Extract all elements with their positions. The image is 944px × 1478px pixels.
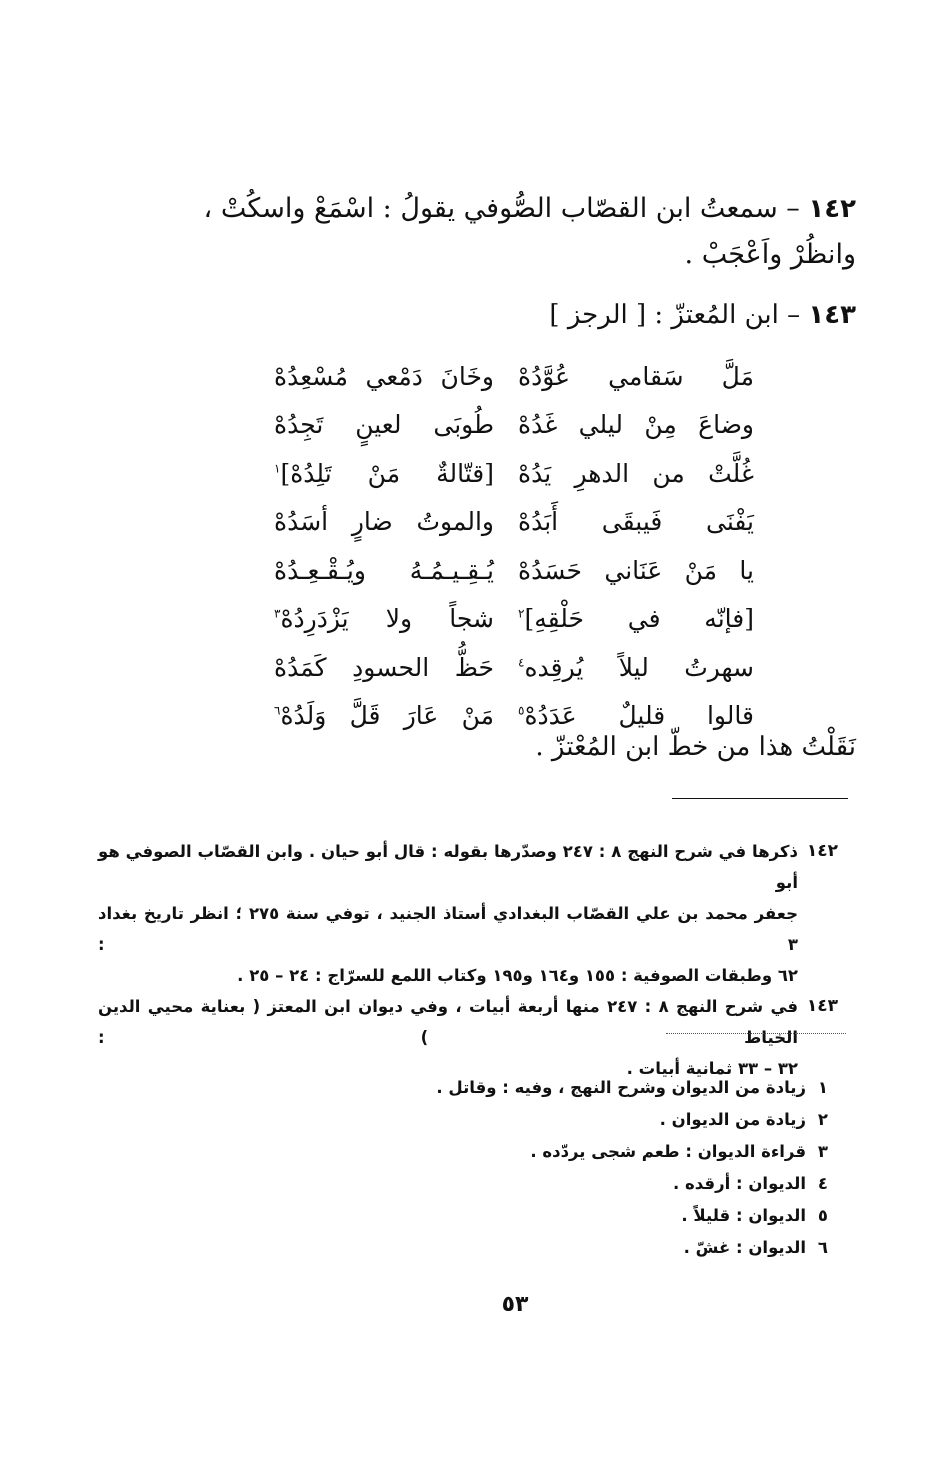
variant-note	[436, 1200, 828, 1232]
hemistich-second	[274, 604, 494, 633]
footnote-mark: ٤	[518, 655, 525, 670]
variant-note	[436, 1232, 828, 1264]
hemistich-first	[518, 701, 754, 730]
footnote-mark: ٦	[274, 703, 281, 718]
variant-note-number: ٢	[817, 1110, 828, 1129]
poem-verse	[274, 352, 754, 401]
variant-note	[436, 1104, 828, 1136]
page-number: ٥٣	[501, 1292, 529, 1317]
hemistich-second: وخَانَ دَمْعي مُسْعِدُهْ	[274, 361, 494, 391]
poem	[274, 352, 754, 740]
hemistich-second: والموتُ ضارٍ أسَدُهْ	[274, 507, 494, 537]
hemistich-text: سهرتُ ليلاً يُرقِده	[524, 652, 754, 682]
variant-note-text: الديوان : غشّ .	[683, 1238, 806, 1257]
variant-note-text: قراءة الديوان : طعم شجى يردّده .	[530, 1142, 806, 1161]
source-notes	[98, 836, 838, 1084]
hemistich-second	[274, 701, 494, 730]
source-note-142	[98, 836, 838, 991]
variant-notes	[436, 1072, 828, 1264]
hemistich-first: يَفْنَى فَيبقَى أَبَدُهْ	[518, 507, 754, 537]
source-note-143	[98, 991, 838, 1084]
source-note-number: ١٤٢	[806, 841, 838, 861]
source-note-text	[98, 836, 798, 991]
hemistich-first: غُلَّتْ من الدهرِ يَدُهْ	[518, 458, 754, 488]
variant-note-number: ٦	[817, 1238, 828, 1257]
poem-verse	[274, 401, 754, 450]
hemistich-second: حَظُّ الحسودِ كَمَدُهْ	[274, 652, 494, 682]
source-note-text	[98, 991, 798, 1084]
poem-verse	[274, 449, 754, 498]
entry-text: – سمعتُ ابن القصّاب الصُّوفي يقولُ : اسْمَعْ واسكُتْ ، وانظُرْ واَعْجَبْ .	[203, 193, 856, 270]
transcription-note: نَقَلْتُ هذا من خطّ ابن المُعْتزّ .	[535, 732, 856, 762]
variant-note-text: زيادة من الديوان وشرح النهج ، وفيه : وقاتل .	[436, 1078, 806, 1097]
source-note-line: في شرح النهج ٨ : ٢٤٧ منها أربعة أبيات ، وفي ديوان ابن المعتز ( بعناية محيي الدين الخياط ) :	[98, 997, 799, 1047]
variant-note-number: ٣	[817, 1142, 828, 1161]
entry-number: ١٤٣	[808, 300, 856, 330]
hemistich-first: يا مَنْ عَنَاني حَسَدُهْ	[518, 555, 754, 585]
hemistich-second	[274, 459, 494, 488]
hemistich-text: [قتّالةٌ مَنْ تَلِدُهْ]	[280, 458, 494, 488]
hemistich-text: مَنْ عَارَ قَلَّ وَلَدُهْ	[280, 701, 494, 731]
footnote-mark: ٢	[518, 606, 525, 621]
variant-note-text: الديوان : أرقده .	[673, 1174, 806, 1193]
hemistich-second: يُـقِـيـمُـهُ ويُـقْـعِـدُهْ	[274, 555, 494, 585]
poem-verse	[274, 595, 754, 644]
hemistich-second: طُوبَى لعينٍ تَجِدُهْ	[274, 410, 494, 440]
variant-note	[436, 1072, 828, 1104]
hemistich-first	[518, 653, 754, 682]
variant-note-number: ٥	[817, 1206, 828, 1225]
source-note-line: ذكرها في شرح النهج ٨ : ٢٤٧ وصدّرها بقوله : قال أبو حيان . وابن القصّاب الصوفي هو أبو	[98, 842, 798, 892]
variant-note-text: زيادة من الديوان .	[659, 1110, 806, 1129]
entry-heading-text: – ابن المُعتزّ : [ الرجز ]	[549, 300, 801, 330]
source-note-number: ١٤٣	[806, 996, 838, 1016]
source-note-line: ٣٢ – ٣٣ ثمانية أبيات .	[626, 1059, 798, 1078]
variants-divider	[666, 1033, 846, 1034]
footnote-divider	[672, 798, 848, 799]
variant-note	[436, 1168, 828, 1200]
footnote-mark: ٥	[518, 703, 525, 718]
variant-note-number: ١	[817, 1078, 828, 1097]
source-note-line: ٦٢ وطبقات الصوفية : ١٥٥ و١٦٤ و١٩٥ وكتاب اللمع للسرّاج : ٢٤ – ٢٥ .	[237, 966, 798, 985]
entry-143-heading	[549, 298, 856, 332]
entry-142	[166, 186, 856, 278]
footnote-mark: ١	[274, 461, 281, 476]
hemistich-text: [فإنّه في حَلْقِهِ]	[524, 604, 754, 634]
poem-verse	[274, 498, 754, 547]
hemistich-first	[518, 604, 754, 633]
source-note-line: جعفر محمد بن علي القصّاب البغدادي أستاذ الجنيد ، توفي سنة ٢٧٥ ؛ انظر تاريخ بغداد ٣ :	[98, 904, 798, 954]
entry-number: ١٤٢	[808, 194, 856, 224]
hemistich-first: مَلَّ سَقامي عُوَّدُهْ	[518, 361, 754, 391]
poem-verse	[274, 546, 754, 595]
variant-note	[436, 1136, 828, 1168]
hemistich-first: وضاعَ مِنْ ليلي غَدُهْ	[518, 410, 754, 440]
hemistich-text: قالوا قليلٌ عَدَدُهْ	[524, 701, 754, 731]
footnote-mark: ٣	[274, 606, 281, 621]
hemistich-text: شجاً ولا يَزْدَرِدُهْ	[280, 604, 494, 634]
poem-verse	[274, 643, 754, 692]
variant-note-number: ٤	[817, 1174, 828, 1193]
variant-note-text: الديوان : قليلاً .	[681, 1206, 806, 1225]
